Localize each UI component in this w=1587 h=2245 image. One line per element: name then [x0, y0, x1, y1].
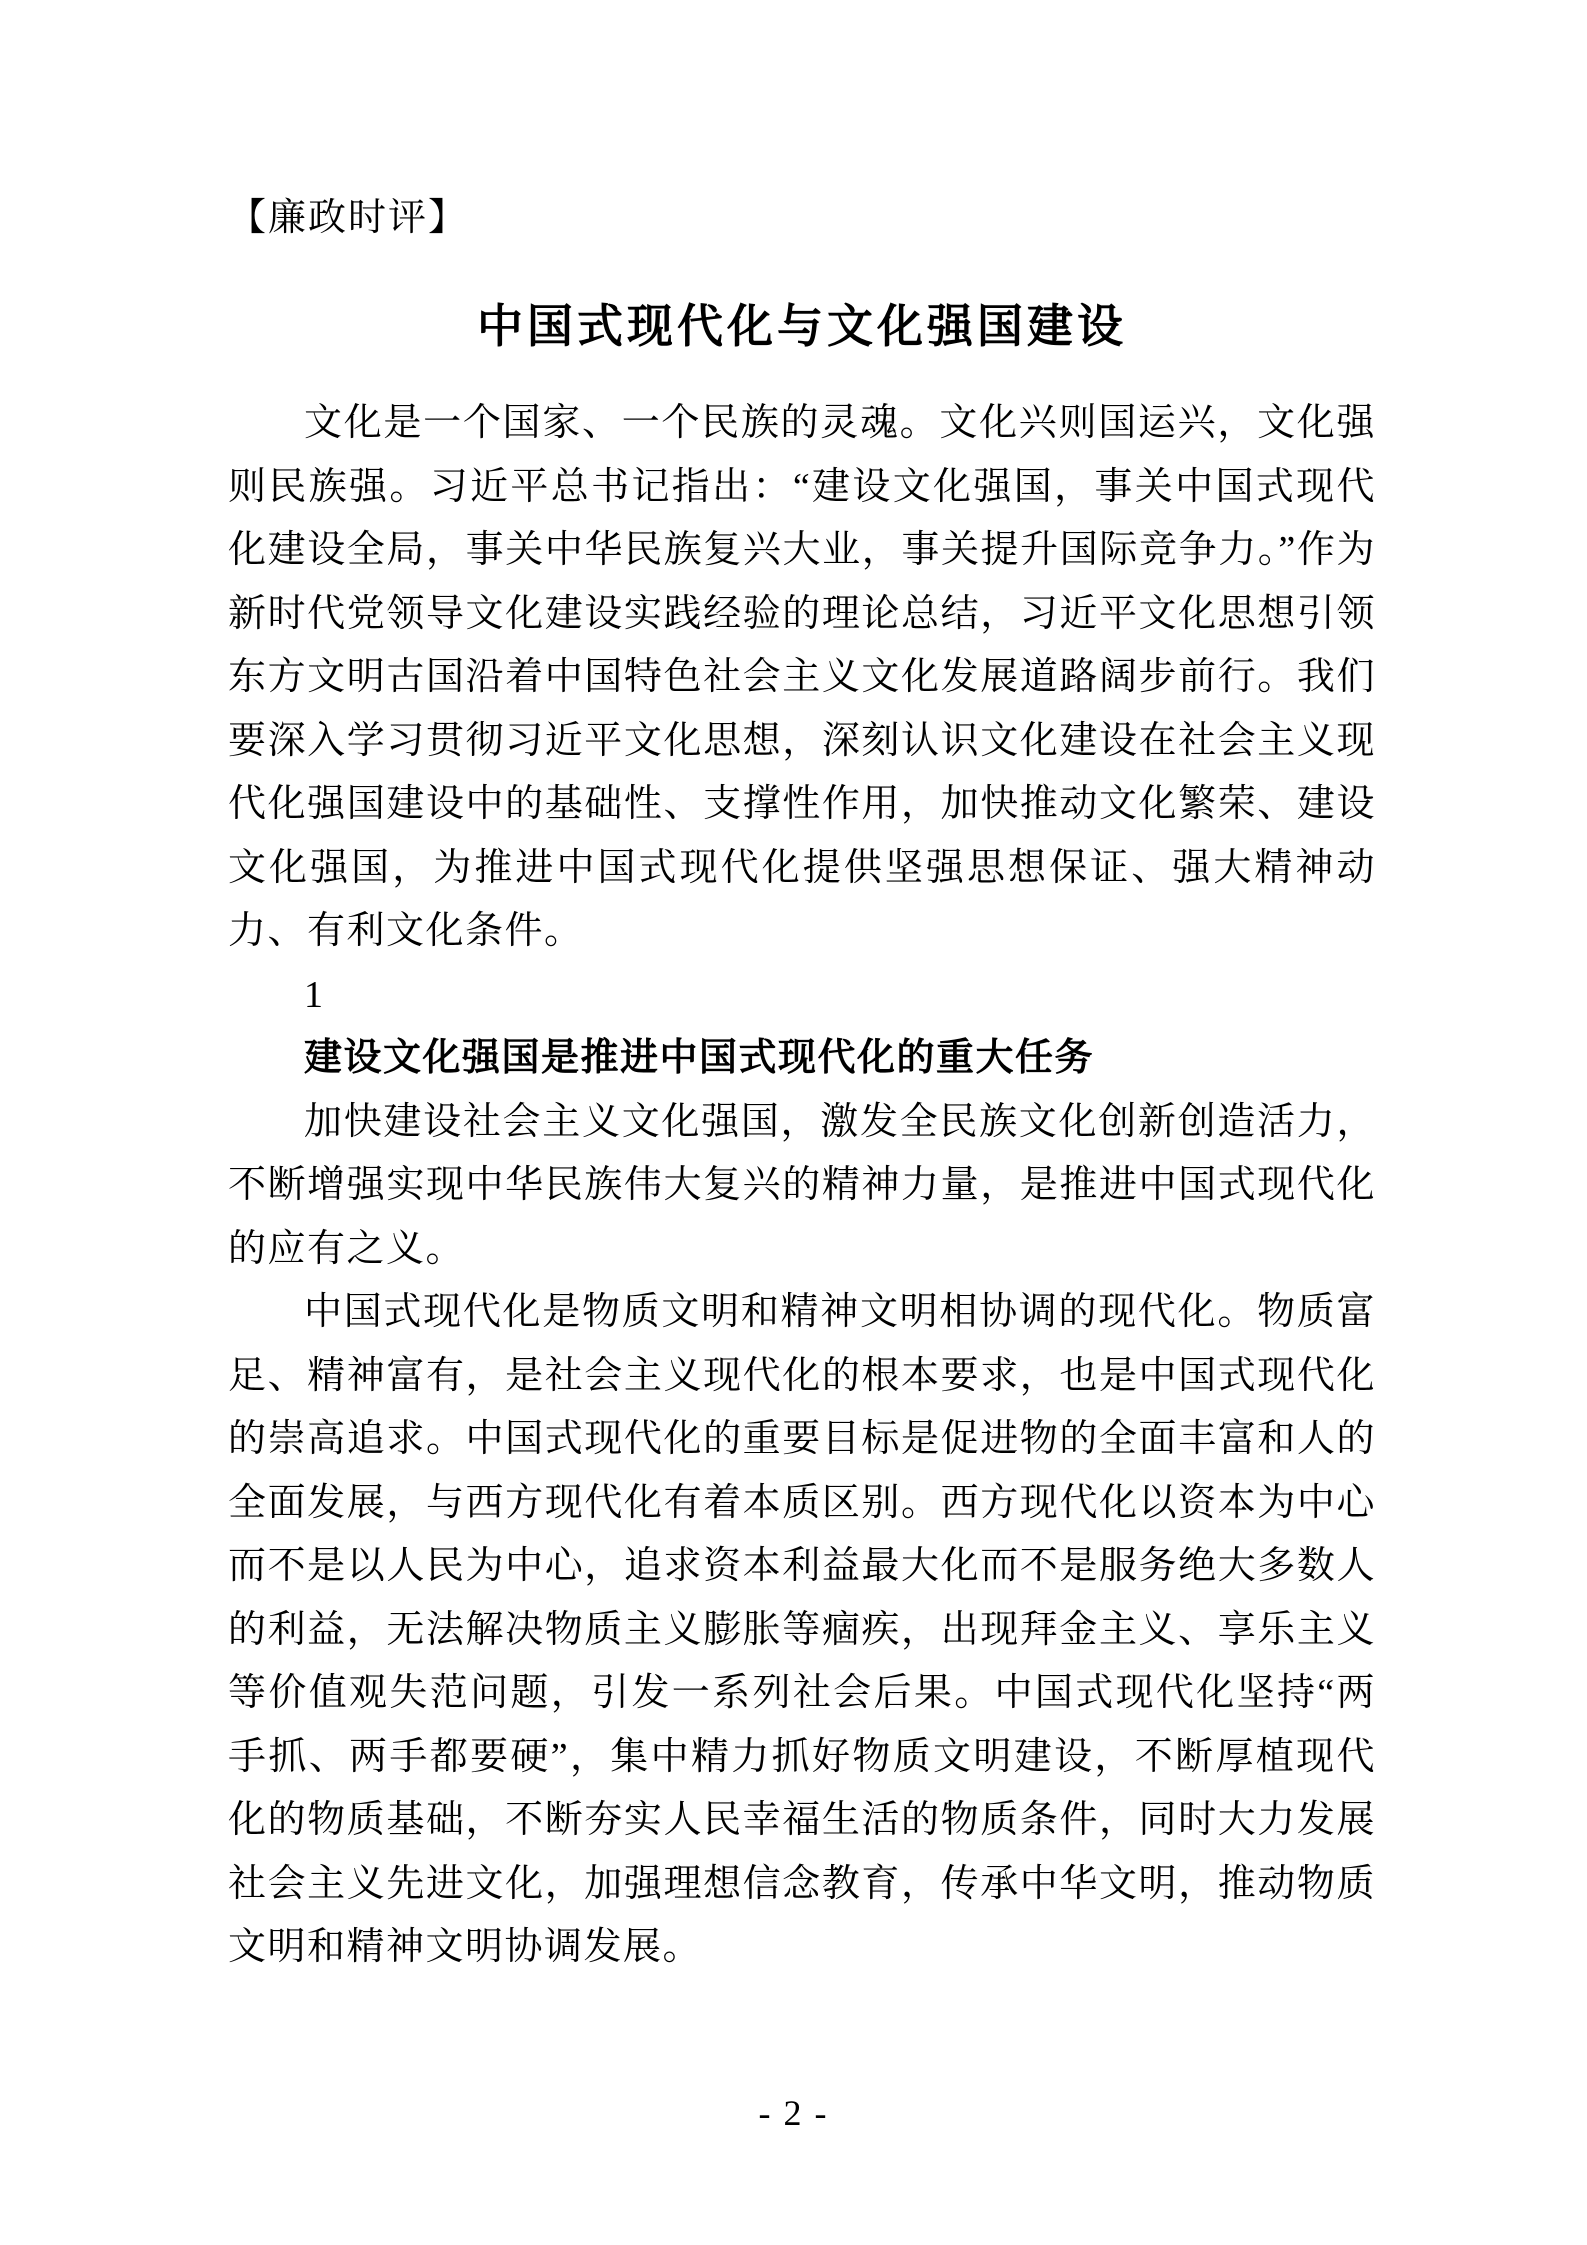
category-tag: 【廉政时评】: [228, 197, 469, 239]
page-number-footer: - 2 -: [758, 2093, 829, 2133]
section-paragraph: 加快建设社会主义文化强国，激发全民族文化创新创造活力，不断增强实现中华民族伟大复兴的精神力量，是推进中国式现代化的应有之义。: [228, 1100, 1376, 1270]
document-body: [228, 392, 1376, 1980]
section-heading: 建设文化强国是推进中国式现代化的重大任务: [304, 1037, 1095, 1079]
text-block: [228, 186, 1376, 1980]
section-paragraph: 中国式现代化是物质文明和精神文明相协调的现代化。物质富足、精神富有，是社会主义现代化的根本要求，也是中国式现代化的崇高追求。中国式现代化的重要目标是促进物的全面丰富和人的全面发展，与西方现代化有着本质区别。西方现代化以资本为中心而不是以人民为中心，追求资本利益最大化而不是服务绝大多数人的利益，无法解决物质主义膨胀等痼疾，出现拜金主义、享乐主义等价值观失范问题，引发一系列社会后果。中国式现代化坚持“两手抓、两手都要硬”，集中精力抓好物质文明建设，不断厚植现代化的物质基础，不断夯实人民幸福生活的物质条件，同时大力发展社会主义先进文化，加强理想信念教育，传承中华文明，推动物质文明和精神文明协调发展。: [228, 1291, 1376, 1968]
section-number: 1: [304, 973, 325, 1016]
intro-paragraph: 文化是一个国家、一个民族的灵魂。文化兴则国运兴，文化强则民族强。习近平总书记指出：“建设文化强国，事关中国式现代化建设全局，事关中华民族复兴大业，事关提升国际竞争力。”作为新时代党领导文化建设实践经验的理论总结，习近平文化思想引领东方文明古国沿着中国特色社会主义文化发展道路阔步前行。我们要深入学习贯彻习近平文化思想，深刻认识文化建设在社会主义现代化强国建设中的基础性、支撑性作用，加快推动文化繁荣、建设文化强国，为推进中国式现代化提供坚强思想保证、强大精神动力、有利文化条件。: [228, 402, 1376, 952]
page-title: 中国式现代化与文化强国建设: [477, 301, 1127, 352]
